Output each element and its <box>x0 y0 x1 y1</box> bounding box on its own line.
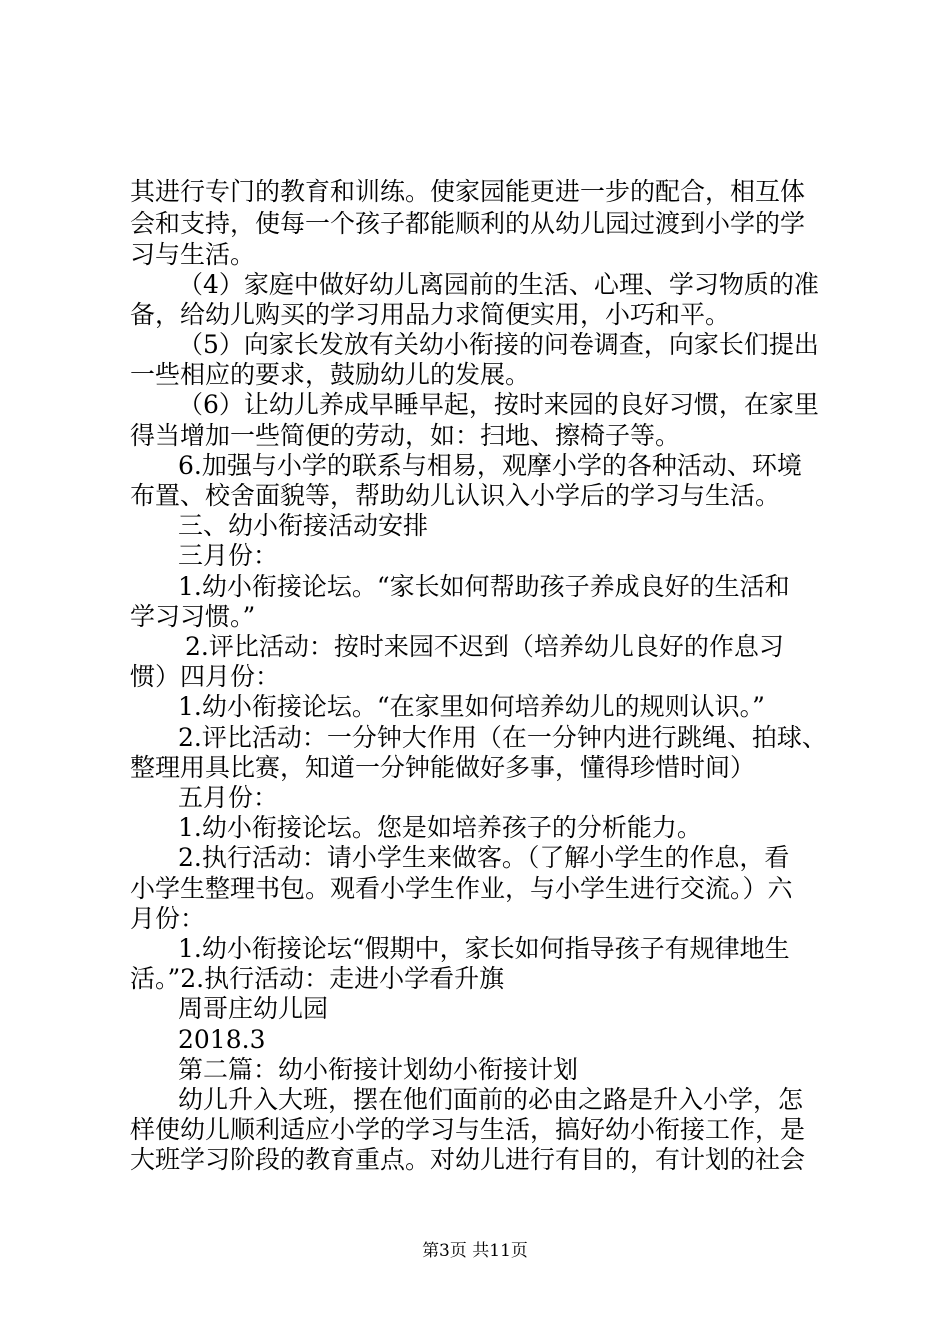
text-line: 会和支持，使每一个孩子都能顺利的从幼儿园过渡到小学的学 <box>130 209 806 238</box>
text-line: （5）向家长发放有关幼小衔接的问卷调查，向家长们提出 <box>178 330 819 359</box>
text-line: 大班学习阶段的教育重点。对幼儿进行有目的，有计划的社会 <box>130 1145 806 1174</box>
text-line: （4）家庭中做好幼儿离园前的生活、心理、学习物质的准 <box>178 270 819 299</box>
text-line: 得当增加一些简便的劳动，如：扫地、擦椅子等。 <box>130 421 681 450</box>
text-line: 1.幼小衔接论坛“假期中，家长如何指导孩子有规律地生 <box>178 934 790 963</box>
text-line: 样使幼儿顺利适应小学的学习与生活，搞好幼小衔接工作，是 <box>130 1115 806 1144</box>
text-line: 幼儿升入大班，摆在他们面前的必由之路是升入小学，怎 <box>178 1085 804 1114</box>
text-line: 6.加强与小学的联系与相易，观摩小学的各种活动、环境 <box>178 451 802 480</box>
text-line: 1.幼小衔接论坛。您是如培养孩子的分析能力。 <box>178 813 702 842</box>
text-line: 五月份： <box>178 783 279 812</box>
text-line: 1.幼小衔接论坛。“在家里如何培养幼儿的规则认识。” <box>178 692 765 721</box>
section-heading: 三、幼小衔接活动安排 <box>178 511 429 540</box>
text-line: 2.评比活动：一分钟大作用（在一分钟内进行跳绳、拍球、 <box>178 723 827 752</box>
text-line: 一些相应的要求，鼓励幼儿的发展。 <box>130 360 531 389</box>
page-number-footer: 第3页 共11页 <box>422 1241 528 1261</box>
text-line: 学习习惯。” <box>130 602 256 631</box>
text-line: 其进行专门的教育和训练。使家园能更进一步的配合，相互体 <box>130 177 806 206</box>
text-line: 习与生活。 <box>130 240 256 269</box>
text-line: 小学生整理书包。观看小学生作业，与小学生进行交流。）六 <box>130 874 793 903</box>
signature-date: 2018.3 <box>178 1025 266 1054</box>
text-line: 整理用具比赛，知道一分钟能做好多事，懂得珍惜时间） <box>130 753 756 782</box>
text-line: 活。”2.执行活动：走进小学看升旗 <box>130 964 505 993</box>
text-line: 三月份： <box>178 541 279 570</box>
text-line: 布置、校舍面貌等，帮助幼儿认识入小学后的学习与生活。 <box>130 481 781 510</box>
text-line: 备，给幼儿购买的学习用品力求简便实用，小巧和平。 <box>130 300 731 329</box>
section-heading: 第二篇：幼小衔接计划幼小衔接计划 <box>178 1055 579 1084</box>
text-line: 惯）四月份： <box>130 662 281 691</box>
signature-org: 周哥庄幼儿园 <box>178 994 329 1023</box>
text-line: （6）让幼儿养成早睡早起，按时来园的良好习惯，在家里 <box>178 390 819 419</box>
text-line: 月份： <box>130 904 206 933</box>
text-line: 1.幼小衔接论坛。“家长如何帮助孩子养成良好的生活和 <box>178 572 790 601</box>
text-line: 2.评比活动：按时来园不迟到（培养幼儿良好的作息习 <box>185 632 784 661</box>
text-line: 2.执行活动：请小学生来做客。（了解小学生的作息，看 <box>178 843 790 872</box>
